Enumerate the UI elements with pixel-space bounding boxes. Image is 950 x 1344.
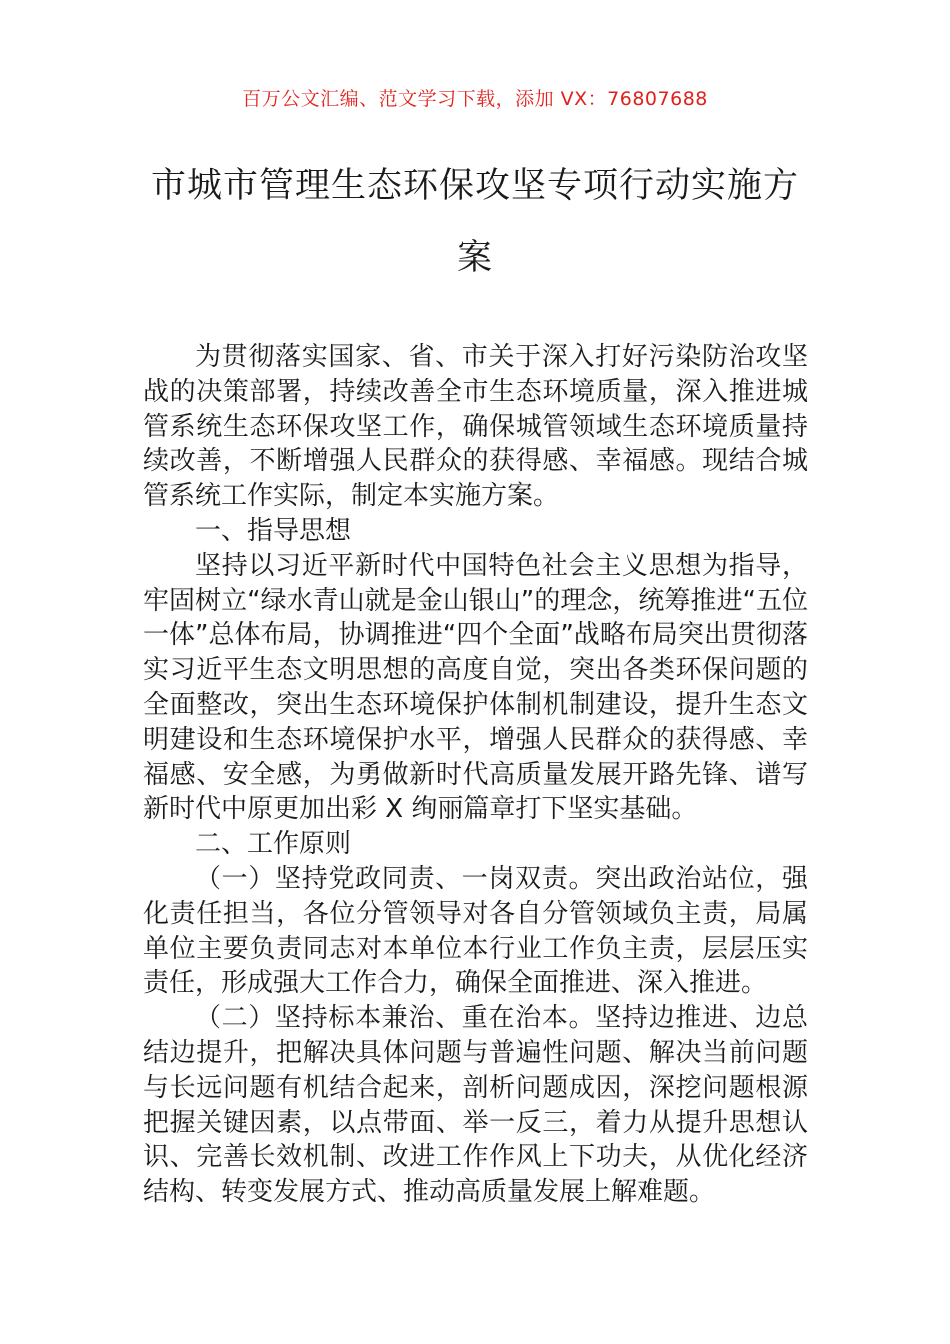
paragraph-intro: 为贯彻落实国家、省、市关于深入打好污染防治攻坚战的决策部署，持续改善全市生态环境质量，深入推进城管系统生态环保攻坚工作，确保城管领域生态环境质量持续改善，不断增强人民群众的获得感、幸福感。现结合城管系统工作实际，制定本实施方案。: [143, 342, 808, 512]
document-body: [143, 340, 808, 1210]
section-heading-guiding-ideology: 一、指导思想: [195, 515, 352, 546]
header-watermark-note: 百万公文汇编、范文学习下载，添加 VX：76807688: [242, 88, 708, 110]
paragraph-guiding-ideology: 坚持以习近平新时代中国特色社会主义思想为指导，牢固树立“绿水青山就是金山银山”的理念，统筹推进“五位一体”总体布局，协调推进“四个全面”战略布局突出贯彻落实习近平生态文明思想的高度自觉，突出各类环保问题的全面整改，突出生态环境保护体制机制建设，提升生态文明建设和生态环境保护水平，增强人民群众的获得感、幸福感、安全感，为勇做新时代高质量发展开路先锋、谱写新时代中原更加出彩 X 绚丽篇章打下坚实基础。: [143, 550, 808, 825]
section-heading-work-principles: 二、工作原则: [195, 829, 352, 860]
paragraph-principle-1: （一）坚持党政同责、一岗双责。突出政治站位，强化责任担当，各位分管领导对各自分管领域负主责，局属单位主要负责同志对本单位本行业工作负主责，层层压实责任，形成强大工作合力，确保全面推进、深入推进。: [143, 863, 808, 999]
paragraph-principle-2: （二）坚持标本兼治、重在治本。坚持边推进、边总结边提升，把解决具体问题与普遍性问题、解决当前问题与长远问题有机结合起来，剖析问题成因，深挖问题根源把握关键因素，以点带面、举一反三，着力从提升思想认识、完善长效机制、改进工作作风上下功夫，从优化经济结构、转变发展方式、推动高质量发展上解难题。: [143, 1003, 808, 1208]
document-title: 市城市管理生态环保攻坚专项行动实施方案: [150, 166, 799, 278]
